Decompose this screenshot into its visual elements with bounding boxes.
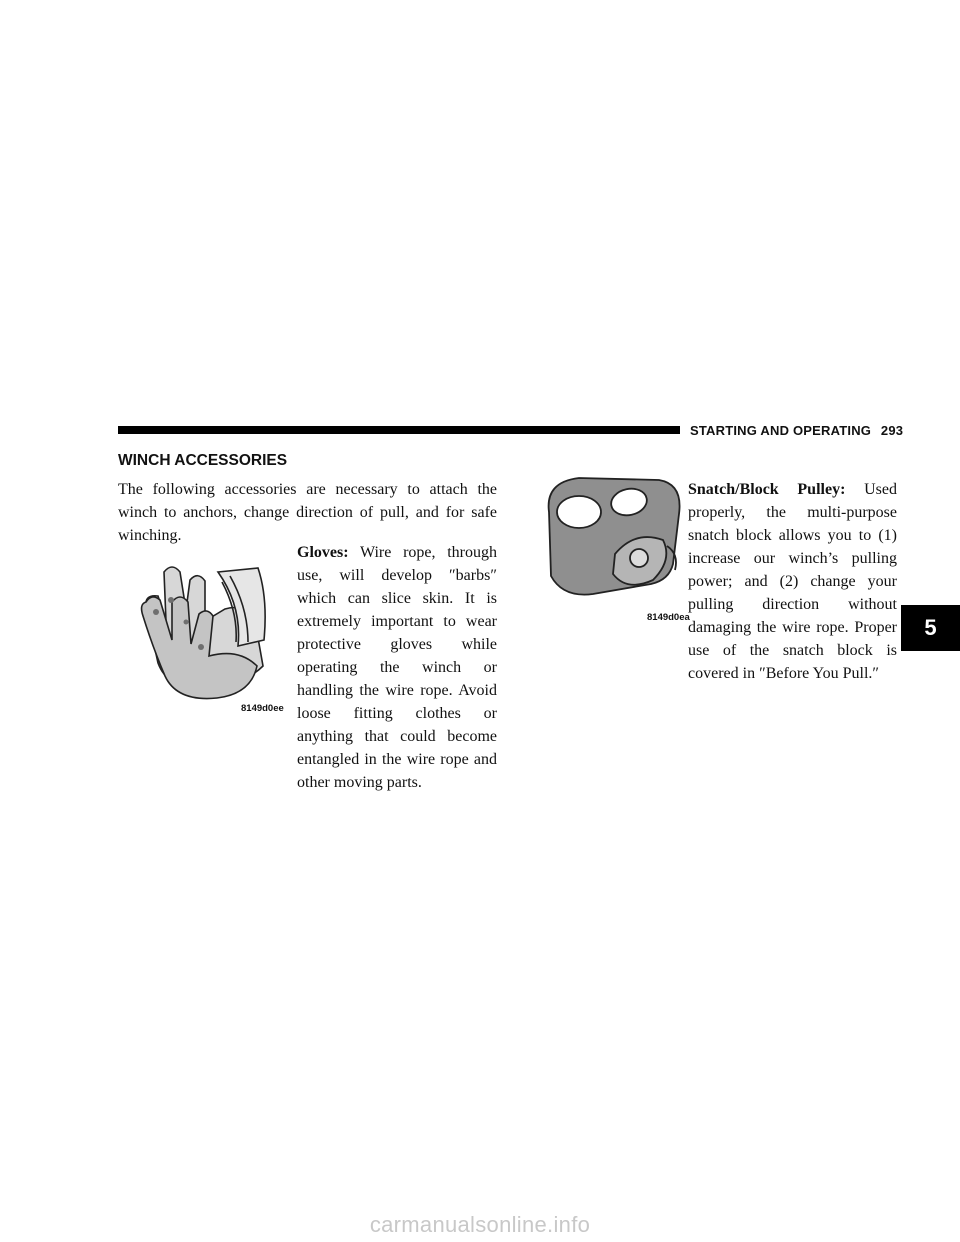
snatch-block-icon [527, 472, 687, 612]
header-section: STARTING AND OPERATING [690, 423, 872, 438]
snatch-block-label: Snatch/Block Pulley: [688, 481, 846, 498]
gloves-paragraph [297, 541, 497, 794]
snatch-block-paragraph [688, 478, 897, 685]
running-header [690, 423, 903, 438]
page-number: 293 [880, 423, 904, 438]
watermark: carmanualsonline.info [369, 1212, 591, 1237]
gloves-figure [126, 552, 276, 702]
intro-paragraph: The following accessories are necessary to attach the winch to anchors, change direction of pull, and for safe winching. [118, 481, 497, 544]
gloves-text: Wire rope, through use, will develop ″barbs″ which can slice skin. It is extremely important to wear protective gloves while operating the winch or handling the wire rope. Avoid loose fitting clothes or anything that could become entangled in the wire rope and other moving parts. [297, 544, 497, 791]
gloves-icon [126, 552, 276, 702]
gloves-label: Gloves: [297, 544, 349, 561]
header-rule [118, 426, 680, 434]
snatch-block-text: Used properly, the multi-purpose snatch block allows you to (1) increase our winch’s pulling power; and (2) change your pulling direction without damaging the wire rope. Proper use of the snatch block is covered in ″Before You Pull.″ [688, 481, 897, 682]
snatch-block-figure-code: 8149d0ea [647, 612, 690, 623]
gloves-figure-code: 8149d0ee [241, 703, 284, 714]
chapter-tab: 5 [901, 605, 960, 651]
snatch-block-figure [527, 472, 687, 612]
section-title: WINCH ACCESSORIES [118, 452, 288, 469]
